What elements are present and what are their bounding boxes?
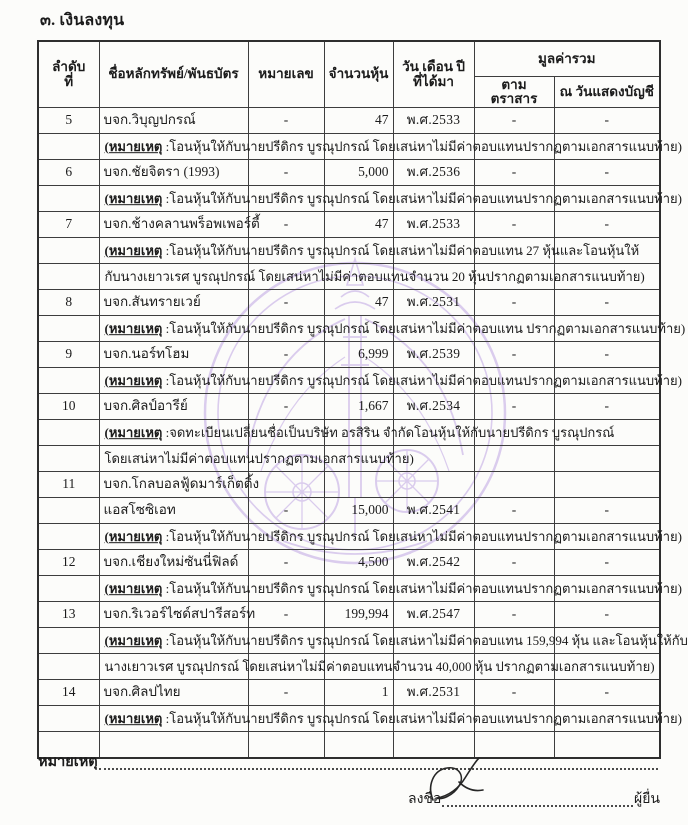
- date-cell: พ.ศ.2541: [393, 498, 474, 524]
- note-cell: [99, 134, 682, 160]
- col-header-order-line2: ที่: [64, 73, 74, 89]
- note-text: :โอนหุ้นให้กับนายปรีดิกร บูรณุปกรณ์ โดยเสน่หาไม่มีค่าตอบแทนปรากฏตามเอกสารแนบท้าย): [162, 710, 682, 726]
- shares-cell: 4,500: [324, 550, 393, 576]
- note-text-wrap: [105, 712, 682, 726]
- number-cell: -: [248, 290, 324, 316]
- order-cell: 13: [38, 602, 99, 628]
- value-account-cell: -: [554, 498, 660, 524]
- value-instrument-cell: -: [474, 212, 554, 238]
- value-instrument-cell: -: [474, 160, 554, 186]
- order-cell: 14: [38, 680, 99, 706]
- note-label: (หมายเหตุ: [104, 242, 163, 258]
- table-row-note: [38, 316, 660, 342]
- note-cell: [99, 238, 640, 264]
- col-header-security: ชื่อหลักทรัพย์/พันธบัตร: [99, 41, 248, 108]
- order-cell: [38, 186, 99, 212]
- table-row-data: [38, 212, 660, 238]
- order-cell: 12: [38, 550, 99, 576]
- value-account-cell: -: [554, 290, 660, 316]
- date-cell: พ.ศ.2547: [393, 602, 474, 628]
- shares-cell: 15,000: [324, 498, 393, 524]
- table-row-note: [38, 420, 660, 446]
- value-account-cell: -: [554, 550, 660, 576]
- table-row-data: [38, 160, 660, 186]
- order-cell: [38, 316, 99, 342]
- investments-table-header: [38, 41, 660, 108]
- note-text-wrap: [105, 426, 615, 440]
- order-cell: 10: [38, 394, 99, 420]
- table-row-data: [38, 108, 660, 134]
- investments-table: [37, 40, 688, 759]
- number-cell: -: [248, 498, 324, 524]
- note-text: นางเยาวเรศ บูรณุปกรณ์ โดยเสน่หาไม่มีค่าตอบแทนจำนวน 40,000 หุ้น ปรากฏตามเอกสารแนบท้าย): [104, 658, 655, 674]
- note-cell: [99, 446, 414, 472]
- table-row-data: [38, 394, 660, 420]
- col-header-by-instrument: ตามตราสาร: [474, 77, 554, 108]
- note-label: (หมายเหตุ: [104, 320, 163, 336]
- empty-cell: [554, 446, 660, 472]
- bottom-notes-label: หมายเหตุ: [38, 754, 98, 770]
- value-instrument-cell: -: [474, 394, 554, 420]
- note-cell: [99, 628, 688, 654]
- number-cell: -: [248, 212, 324, 238]
- number-cell: -: [248, 160, 324, 186]
- note-label: (หมายเหตุ: [104, 190, 163, 206]
- security-name-cell: บจก.ริเวอร์ไซด์สปารีสอร์ท: [99, 602, 248, 628]
- note-text-wrap: [105, 244, 640, 258]
- col-header-date: [393, 41, 474, 108]
- table-row-note: [38, 706, 660, 732]
- table-row-note: [38, 524, 660, 550]
- table-row-note: [38, 134, 660, 160]
- note-text: กับนางเยาวเรศ บูรณุปกรณ์ โดยเสน่หาไม่มีค่าตอบแทนจำนวน 20 หุ้นปรากฏตามเอกสารแนบท้าย): [104, 268, 645, 284]
- table-row-data: [38, 602, 660, 628]
- note-text-wrap: [105, 192, 682, 206]
- order-cell: 8: [38, 290, 99, 316]
- value-account-cell: -: [554, 160, 660, 186]
- note-cell: [99, 368, 682, 394]
- table-row-data: [38, 498, 660, 524]
- value-instrument-cell: -: [474, 602, 554, 628]
- order-cell: [38, 368, 99, 394]
- value-instrument-cell: -: [474, 550, 554, 576]
- table-row-note-cont: [38, 654, 660, 680]
- date-cell: พ.ศ.2533: [393, 212, 474, 238]
- bottom-notes-dotted-line: [99, 766, 658, 770]
- shares-cell: 1,667: [324, 394, 393, 420]
- note-text: :โอนหุ้นให้กับนายปรีดิกร บูรณุปกรณ์ โดยเสน่หาไม่มีค่าตอบแทน ปรากฏตามเอกสารแนบท้าย): [162, 320, 686, 336]
- number-cell: -: [248, 680, 324, 706]
- order-cell: 9: [38, 342, 99, 368]
- note-text-wrap: [105, 582, 682, 596]
- col-header-total-value: มูลค่ารวม: [474, 41, 660, 77]
- note-text: โดยเสน่หาไม่มีค่าตอบแทนปรากฏตามเอกสารแนบท้าย): [104, 450, 414, 466]
- note-cell: [99, 654, 655, 680]
- value-account-cell: -: [554, 394, 660, 420]
- value-account-cell: -: [554, 108, 660, 134]
- table-row-note: [38, 186, 660, 212]
- table-row-data: [38, 550, 660, 576]
- shares-cell: 199,994: [324, 602, 393, 628]
- shares-cell: [324, 472, 393, 498]
- table-row-data-cont: [38, 472, 660, 498]
- table-row-note: [38, 576, 660, 602]
- note-text: :โอนหุ้นให้กับนายปรีดิกร บูรณุปกรณ์ โดยเสน่หาไม่มีค่าตอบแทนปรากฏตามเอกสารแนบท้าย): [162, 372, 682, 388]
- value-instrument-cell: -: [474, 108, 554, 134]
- note-text-wrap: [105, 452, 414, 466]
- note-text: :จดทะเบียนเปลี่ยนชื่อเป็นบริษัท อรสิริน จำกัดโอนหุ้นให้กับนายปรีดิกร บูรณุปกรณ์: [162, 424, 615, 440]
- order-cell: [38, 238, 99, 264]
- order-cell: [38, 628, 99, 654]
- note-text-wrap: [105, 270, 645, 284]
- order-cell: [38, 134, 99, 160]
- number-cell: -: [248, 394, 324, 420]
- note-text: :โอนหุ้นให้กับนายปรีดิกร บูรณุปกรณ์ โดยเสน่หาไม่มีค่าตอบแทนปรากฏตามเอกสารแนบท้าย): [162, 138, 682, 154]
- note-label: (หมายเหตุ: [104, 528, 163, 544]
- date-cell: พ.ศ.2542: [393, 550, 474, 576]
- note-label: (หมายเหตุ: [104, 632, 163, 648]
- security-name-cell: บจก.ศิลปไทย: [99, 680, 248, 706]
- note-label: (หมายเหตุ: [104, 424, 163, 440]
- number-cell: -: [248, 108, 324, 134]
- order-cell: [38, 654, 99, 680]
- note-text: :โอนหุ้นให้กับนายปรีดิกร บูรณุปกรณ์ โดยเสน่หาไม่มีค่าตอบแทนปรากฏตามเอกสารแนบท้าย): [162, 528, 682, 544]
- value-account-cell: -: [554, 602, 660, 628]
- col-header-at-statement: ณ วันแสดงบัญชี: [554, 77, 660, 108]
- note-text-wrap: [105, 660, 655, 674]
- shares-cell: 47: [324, 212, 393, 238]
- investments-table-body: [38, 108, 688, 759]
- note-cell: [99, 316, 686, 342]
- bottom-notes-line: [38, 750, 658, 773]
- note-label: (หมายเหตุ: [104, 372, 163, 388]
- shares-cell: 1: [324, 680, 393, 706]
- sign-label: ลงชื่อ: [408, 792, 442, 807]
- note-cell: [99, 420, 615, 446]
- note-label: (หมายเหตุ: [104, 580, 163, 596]
- page-title: ๓. เงินลงทุน: [40, 12, 125, 29]
- col-header-order-line1: ลำดับ: [52, 59, 86, 75]
- security-name-cell: บจก.วิบุญปกรณ์: [99, 108, 248, 134]
- order-cell: [38, 524, 99, 550]
- note-cell: [99, 576, 682, 602]
- number-cell: [248, 472, 324, 498]
- note-label: (หมายเหตุ: [104, 710, 163, 726]
- note-text: :โอนหุ้นให้กับนายปรีดิกร บูรณุปกรณ์ โดยเสน่หาไม่มีค่าตอบแทนปรากฏตามเอกสารแนบท้าย): [162, 580, 682, 596]
- handwritten-signature: [425, 756, 501, 806]
- order-cell: 11: [38, 472, 99, 498]
- order-cell: [38, 420, 99, 446]
- security-name-cell: บจก.เชียงใหม่ซันนี่ฟิลด์: [99, 550, 248, 576]
- order-cell: 7: [38, 212, 99, 238]
- order-cell: [38, 706, 99, 732]
- date-cell: พ.ศ.2533: [393, 108, 474, 134]
- order-cell: [38, 446, 99, 472]
- col-header-shares: จำนวนหุ้น: [324, 41, 393, 108]
- value-instrument-cell: -: [474, 498, 554, 524]
- order-cell: 6: [38, 160, 99, 186]
- order-cell: [38, 498, 99, 524]
- table-row-note-cont: [38, 446, 660, 472]
- value-account-cell: -: [554, 342, 660, 368]
- order-cell: [38, 264, 99, 290]
- value-account-cell: -: [554, 680, 660, 706]
- note-text-wrap: [105, 634, 688, 648]
- note-text-wrap: [105, 374, 682, 388]
- note-text-wrap: [105, 322, 686, 336]
- table-row-note-cont: [38, 264, 660, 290]
- security-name-cell: บจก.ศิลป์อารีย์: [99, 394, 248, 420]
- number-cell: -: [248, 550, 324, 576]
- table-row-note: [38, 368, 660, 394]
- table-row-data: [38, 680, 660, 706]
- date-cell: [393, 472, 474, 498]
- note-text: :โอนหุ้นให้กับนายปรีดิกร บูรณุปกรณ์ โดยเสน่หาไม่มีค่าตอบแทน 27 หุ้นและโอนหุ้นให้: [162, 242, 640, 258]
- security-name-cell: บจก.ช้างคลานพร็อพเพอร์ตี้: [99, 212, 248, 238]
- table-row-data: [38, 290, 660, 316]
- security-name-cell: บจก.โกลบอลฟู้ดมาร์เก็ตติ้ง: [99, 472, 248, 498]
- number-cell: -: [248, 602, 324, 628]
- date-cell: พ.ศ.2531: [393, 290, 474, 316]
- note-label: (หมายเหตุ: [104, 138, 163, 154]
- note-cell: [99, 524, 682, 550]
- signer-label: ผู้ยื่น: [634, 792, 660, 807]
- value-instrument-cell: [474, 472, 554, 498]
- value-account-cell: -: [554, 212, 660, 238]
- value-account-cell: [554, 472, 660, 498]
- date-cell: พ.ศ.2539: [393, 342, 474, 368]
- note-cell: [99, 186, 682, 212]
- value-instrument-cell: -: [474, 342, 554, 368]
- table-row-note: [38, 238, 660, 264]
- date-cell: พ.ศ.2534: [393, 394, 474, 420]
- security-name-cell: แอสโซซิเอท: [99, 498, 248, 524]
- shares-cell: 6,999: [324, 342, 393, 368]
- security-name-cell: บจก.นอร์ทโฮม: [99, 342, 248, 368]
- col-header-date-line1: วัน เดือน ปี: [402, 59, 465, 75]
- shares-cell: 47: [324, 290, 393, 316]
- security-name-cell: บจก.สันทรายเวย์: [99, 290, 248, 316]
- date-cell: พ.ศ.2536: [393, 160, 474, 186]
- shares-cell: 5,000: [324, 160, 393, 186]
- note-text: :โอนหุ้นให้กับนายปรีดิกร บูรณุปกรณ์ โดยเสน่หาไม่มีค่าตอบแทนปรากฏตามเอกสารแนบท้าย): [162, 190, 682, 206]
- shares-cell: 47: [324, 108, 393, 134]
- value-instrument-cell: -: [474, 680, 554, 706]
- table-row-data: [38, 342, 660, 368]
- note-text: :โอนหุ้นให้กับนายปรีดิกร บูรณุปกรณ์ โดยเสน่หาไม่มีค่าตอบแทน 159,994 หุ้น และโอนหุ้นให้กับ: [162, 632, 688, 648]
- col-header-number: หมายเลข: [248, 41, 324, 108]
- table-row-note: [38, 628, 660, 654]
- note-text-wrap: [105, 140, 682, 154]
- security-name-cell: บจก.ชัยจิตรา (1993): [99, 160, 248, 186]
- empty-cell: [474, 446, 554, 472]
- note-cell: [99, 706, 682, 732]
- order-cell: 5: [38, 108, 99, 134]
- number-cell: -: [248, 342, 324, 368]
- col-header-order: [38, 41, 99, 108]
- col-header-date-line2: ที่ได้มา: [413, 73, 454, 89]
- order-cell: [38, 576, 99, 602]
- note-text-wrap: [105, 530, 682, 544]
- date-cell: พ.ศ.2531: [393, 680, 474, 706]
- value-instrument-cell: -: [474, 290, 554, 316]
- note-cell: [99, 264, 645, 290]
